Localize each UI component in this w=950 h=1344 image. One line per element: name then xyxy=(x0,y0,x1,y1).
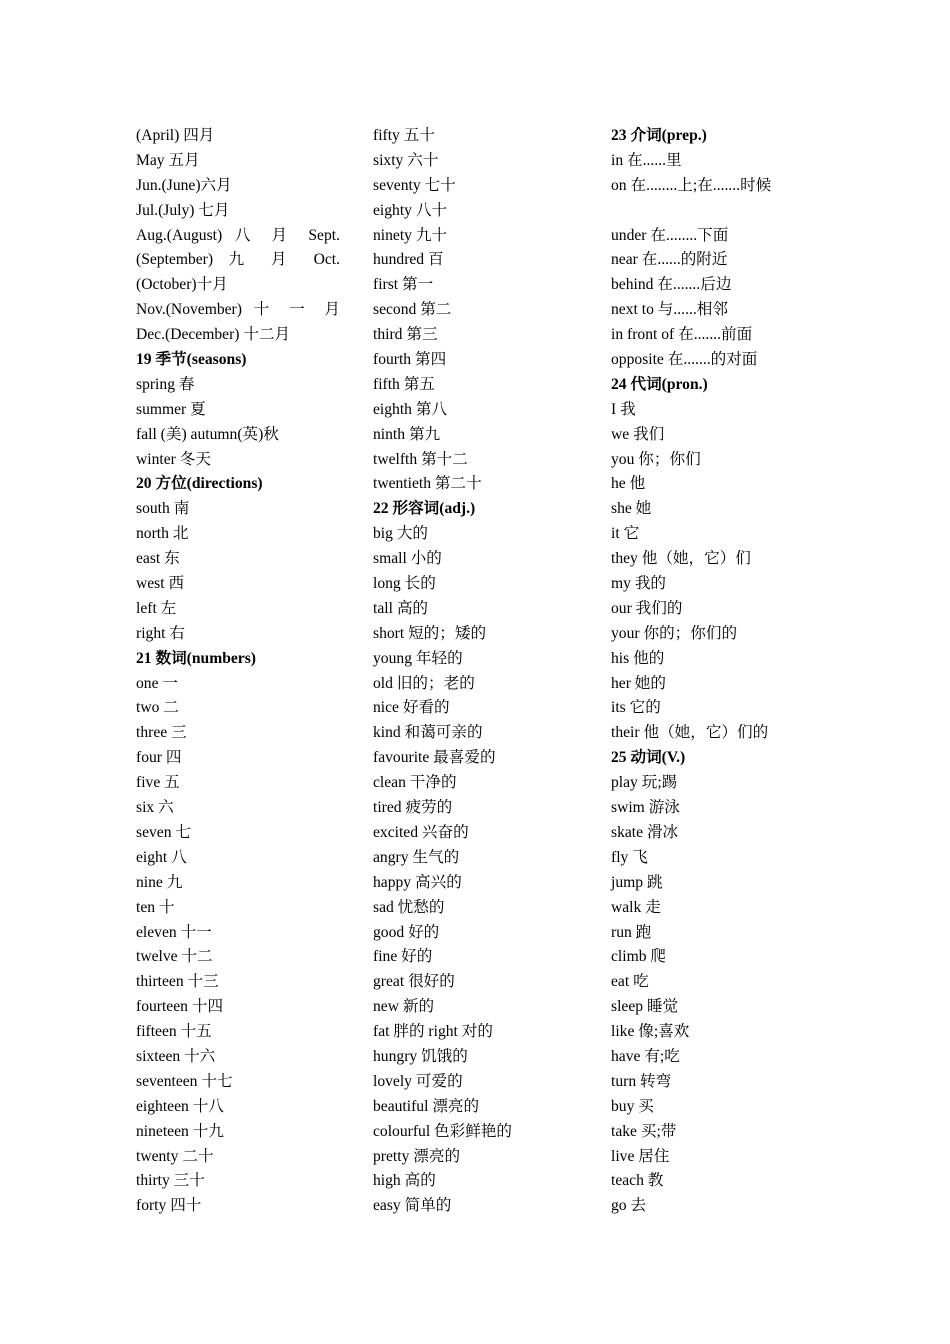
vocab-entry: eighty 八十 xyxy=(373,201,448,219)
vocab-entry: eight 八 xyxy=(136,848,187,866)
vocab-entry: your 你的；你们的 xyxy=(611,624,738,642)
vocab-column-2 xyxy=(373,124,593,1219)
vocab-entry: excited 兴奋的 xyxy=(373,823,469,841)
section-heading: 22 形容词(adj.) xyxy=(373,500,476,518)
vocab-entry: like 像;喜欢 xyxy=(611,1023,690,1041)
vocab-entry: eleven 十一 xyxy=(136,923,212,941)
vocab-entry: sixteen 十六 xyxy=(136,1047,216,1065)
vocab-entry: fifteen 十五 xyxy=(136,1023,212,1041)
vocab-entry: twelve 十二 xyxy=(136,948,213,966)
vocab-entry: favourite 最喜爱的 xyxy=(373,749,496,767)
vocab-entry: hungry 饥饿的 xyxy=(373,1047,468,1065)
section-heading: 19 季节(seasons) xyxy=(136,351,247,369)
vocab-entry: fourteen 十四 xyxy=(136,998,224,1016)
vocab-entry: buy 买 xyxy=(611,1097,654,1115)
vocab-entry: Nov.(November) 十 一 月 xyxy=(136,301,340,319)
vocab-entry: high 高的 xyxy=(373,1172,436,1190)
vocab-entry: he 他 xyxy=(611,475,646,493)
vocab-entry: our 我们的 xyxy=(611,599,683,617)
vocab-column-1 xyxy=(136,124,340,1219)
vocab-entry: Dec.(December) 十二月 xyxy=(136,326,291,344)
vocab-entry: eighteen 十八 xyxy=(136,1097,224,1115)
section-heading: 25 动词(V.) xyxy=(611,749,686,767)
vocab-entry: live 居住 xyxy=(611,1147,670,1165)
vocab-entry: ninth 第九 xyxy=(373,425,441,443)
vocab-entry: in 在......里 xyxy=(611,151,682,169)
vocab-entry: great 很好的 xyxy=(373,973,455,991)
section-heading: 24 代词(pron.) xyxy=(611,375,708,393)
vocab-entry: north 北 xyxy=(136,525,189,543)
vocab-entry: behind 在.......后边 xyxy=(611,276,732,294)
vocab-entry: it 它 xyxy=(611,525,640,543)
vocab-entry: left 左 xyxy=(136,599,177,617)
vocab-entry: on 在........上;在.......时候 xyxy=(611,176,772,194)
vocab-entry: small 小的 xyxy=(373,550,442,568)
vocab-entry: fifth 第五 xyxy=(373,375,435,393)
vocab-entry: jump 跳 xyxy=(611,873,663,891)
vocab-entry: good 好的 xyxy=(373,923,440,941)
vocab-entry: its 它的 xyxy=(611,699,661,717)
vocab-entry: thirteen 十三 xyxy=(136,973,219,991)
vocab-entry: eighth 第八 xyxy=(373,400,448,418)
vocab-entry: climb 爬 xyxy=(611,948,667,966)
vocab-entry: under 在........下面 xyxy=(611,226,729,244)
vocab-entry: spring 春 xyxy=(136,375,195,393)
vocab-entry: right 右 xyxy=(136,624,185,642)
vocab-entry: go 去 xyxy=(611,1197,647,1215)
vocab-entry: young 年轻的 xyxy=(373,649,463,667)
vocab-entry: seventy 七十 xyxy=(373,176,456,194)
vocab-entry: nineteen 十九 xyxy=(136,1122,224,1140)
vocab-entry: second 第二 xyxy=(373,301,452,319)
vocab-entry: turn 转弯 xyxy=(611,1072,672,1090)
vocab-entry: six 六 xyxy=(136,799,174,817)
vocab-entry: you 你；你们 xyxy=(611,450,701,468)
vocab-entry: Jul.(July) 七月 xyxy=(136,201,230,219)
vocab-entry: long 长的 xyxy=(373,575,436,593)
vocab-entry: thirty 三十 xyxy=(136,1172,205,1190)
vocab-entry: two 二 xyxy=(136,699,179,717)
vocab-entry: sleep 睡觉 xyxy=(611,998,679,1016)
vocab-entry: sad 忧愁的 xyxy=(373,898,445,916)
vocab-entry: old 旧的；老的 xyxy=(373,674,475,692)
vocab-entry: we 我们 xyxy=(611,425,665,443)
section-heading: 23 介词(prep.) xyxy=(611,127,707,144)
vocab-entry: forty 四十 xyxy=(136,1197,202,1215)
vocab-entry: short 短的；矮的 xyxy=(373,624,487,642)
vocab-entry: near 在......的附近 xyxy=(611,251,728,269)
vocab-entry: fourth 第四 xyxy=(373,351,447,369)
vocab-entry: fall (美) autumn(英)秋 xyxy=(136,425,279,443)
vocab-entry: happy 高兴的 xyxy=(373,873,462,891)
vocab-entry: teach 教 xyxy=(611,1172,664,1190)
vocab-entry: Aug.(August) 八 月 Sept. xyxy=(136,226,340,244)
vocab-entry: her 她的 xyxy=(611,674,666,692)
vocab-entry: swim 游泳 xyxy=(611,799,680,817)
vocab-entry: skate 滑冰 xyxy=(611,823,679,841)
vocab-entry: take 买;带 xyxy=(611,1122,677,1140)
vocab-entry: summer 夏 xyxy=(136,400,206,418)
vocab-entry: (September) 九 月 Oct. xyxy=(136,251,340,269)
vocab-entry: fat 胖的 right 对的 xyxy=(373,1023,493,1041)
vocab-entry: walk 走 xyxy=(611,898,661,916)
vocab-entry: easy 简单的 xyxy=(373,1197,452,1215)
blank-line xyxy=(611,199,851,224)
vocab-entry: winter 冬天 xyxy=(136,450,211,468)
vocab-entry: tall 高的 xyxy=(373,599,429,617)
vocab-entry: run 跑 xyxy=(611,923,652,941)
vocab-entry: (April) 四月 xyxy=(136,127,215,144)
vocab-entry: their 他（她，它）们的 xyxy=(611,724,769,742)
vocab-entry: I 我 xyxy=(611,400,636,418)
vocab-entry: have 有;吃 xyxy=(611,1047,680,1065)
vocab-entry: twentieth 第二十 xyxy=(373,475,482,493)
vocab-entry: tired 疲劳的 xyxy=(373,799,453,817)
vocab-entry: kind 和蔼可亲的 xyxy=(373,724,483,742)
vocab-entry: clean 干净的 xyxy=(373,774,457,792)
vocab-entry: they 他（她，它）们 xyxy=(611,550,751,568)
vocab-entry: twenty 二十 xyxy=(136,1147,214,1165)
vocab-entry: eat 吃 xyxy=(611,973,649,991)
vocab-entry: fine 好的 xyxy=(373,948,433,966)
section-heading: 20 方位(directions) xyxy=(136,475,263,493)
vocab-entry: she 她 xyxy=(611,500,652,518)
vocab-entry: seventeen 十七 xyxy=(136,1072,233,1090)
vocab-entry: third 第三 xyxy=(373,326,438,344)
vocab-entry: one 一 xyxy=(136,674,179,692)
vocab-entry: east 东 xyxy=(136,550,180,568)
vocab-entry: next to 与......相邻 xyxy=(611,301,728,319)
vocab-entry: twelfth 第十二 xyxy=(373,450,468,468)
vocab-entry: (October)十月 xyxy=(136,276,228,294)
vocab-entry: south 南 xyxy=(136,500,190,518)
vocab-entry: four 四 xyxy=(136,749,182,767)
section-heading: 21 数词(numbers) xyxy=(136,649,256,667)
vocab-entry: hundred 百 xyxy=(373,251,444,269)
vocab-entry: sixty 六十 xyxy=(373,151,439,169)
vocab-entry: ninety 九十 xyxy=(373,226,448,244)
vocab-entry: first 第一 xyxy=(373,276,434,294)
vocab-entry: play 玩;踢 xyxy=(611,774,678,792)
vocab-entry: in front of 在.......前面 xyxy=(611,326,753,344)
vocab-entry: big 大的 xyxy=(373,525,429,543)
vocab-entry: lovely 可爱的 xyxy=(373,1072,463,1090)
vocab-entry: May 五月 xyxy=(136,151,200,169)
vocab-column-3 xyxy=(611,124,851,1219)
vocab-entry: five 五 xyxy=(136,774,180,792)
vocab-entry: angry 生气的 xyxy=(373,848,460,866)
vocab-entry: fifty 五十 xyxy=(373,127,435,144)
vocab-entry: fly 飞 xyxy=(611,848,648,866)
vocab-entry: pretty 漂亮的 xyxy=(373,1147,461,1165)
vocab-entry: nice 好看的 xyxy=(373,699,450,717)
vocab-entry: opposite 在.......的对面 xyxy=(611,351,758,369)
vocab-entry: ten 十 xyxy=(136,898,175,916)
vocab-entry: Jun.(June)六月 xyxy=(136,176,232,194)
vocab-entry: west 西 xyxy=(136,575,185,593)
vocab-entry: seven 七 xyxy=(136,823,191,841)
vocab-entry: nine 九 xyxy=(136,873,183,891)
vocab-entry: my 我的 xyxy=(611,575,667,593)
vocab-entry: beautiful 漂亮的 xyxy=(373,1097,480,1115)
vocab-entry: colourful 色彩鲜艳的 xyxy=(373,1122,513,1140)
vocab-entry: new 新的 xyxy=(373,998,435,1016)
vocab-entry: his 他的 xyxy=(611,649,665,667)
vocab-entry: three 三 xyxy=(136,724,187,742)
